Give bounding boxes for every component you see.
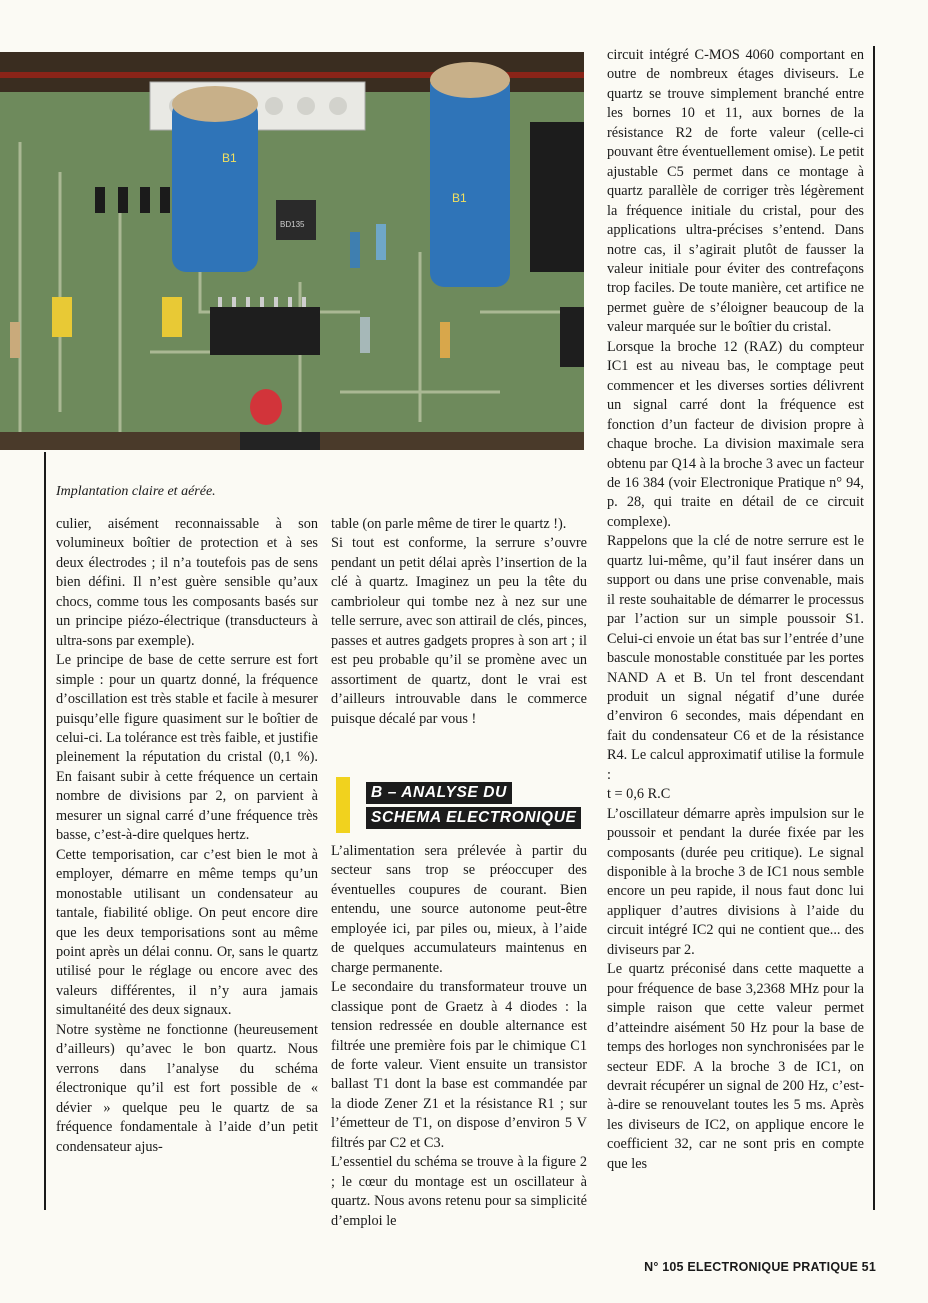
paragraph: Si tout est conforme, la serrure s’ouvre pendant un petit délai après l’insertion de la clé à quartz. Imaginez un peu la tête du cambrioleur qui tombe nez à nez sur une telle serrure, avec son attirail de clés, pinces, passes et autres gadgets propres à son art ; il est peu probable qu’il se promène avec un assortiment de quartz, dont le vrai est d’ailleurs introuvable dans le commerce puisque décalé par vous ! [331, 535, 587, 727]
paragraph: L’alimentation sera prélevée à partir du secteur sans trop se préoccuper des éventuelles coupures de courant. Bien entendu, une source autonome peut-être employée ici, par piles ou, mieux, à l’aide de quelques accumulateurs maintenus en charge permanente. [331, 843, 587, 976]
paragraph: Lorsque la broche 12 (RAZ) du compteur IC1 est au niveau bas, le comptage peut commencer et les diverses sorties délivrent un signal carré dont la fréquence est fonction d’un facteur de division propre à chaque broche. La division maximale sera obtenu par Q14 à la broche 3 avec un facteur de 16 384 (voir Electronique Pratique n° 94, p. 28, qui traite en détail de ce circuit complexe). [607, 338, 864, 530]
column-1 [56, 515, 318, 1157]
transistor-mark: BD135 [280, 220, 305, 229]
heading-line-2: SCHEMA ELECTRONIQUE [366, 807, 581, 829]
paragraph: table (on parle même de tirer le quartz !). [331, 516, 567, 532]
column-1-rule [44, 516, 46, 1210]
paragraph: L’essentiel du schéma se trouve à la figure 2 ; le cœur du montage est un oscillateur à quartz. Nous avons retenu pour sa simplicité d’emploi le [331, 1154, 587, 1229]
paragraph: Le secondaire du transformateur trouve un classique pont de Graetz à 4 diodes : la tension redressée en double alternance est filtrée une première fois par le chimique C1 de forte valeur. Vient ensuite un transistor ballast T1 dont la base est commandée par la diode Zener Z1 et la résistance R1 ; sur l’émetteur de T1, on dispose d’environ 5 V filtrés par C2 et C3. [331, 979, 587, 1151]
circuit-board-illustration [0, 52, 584, 450]
heading-line-1: B – ANALYSE DU [366, 782, 512, 804]
formula: t = 0,6 R.C [607, 786, 671, 803]
paragraph: Notre système ne fonctionne (heureusement d’ailleurs) qu’avec le bon quartz. Nous verrons dans l’analyse du schéma électronique qu’il est fort possible de « dévier » quelque peu le quartz de sa fréquence fondamentale à l’aide d’un petit condensateur ajus- [56, 1021, 318, 1155]
paragraph: Le principe de base de cette serrure est fort simple : pour un quartz donné, la fréquence d’oscillation est très stable et facile à mesurer puisqu’elle figure quasiment sur le boîtier de celui-ci. La tolérance est très faible, et justifie pleinement la réputation du cristal (0,1 %). En faisant subir à cette fréquence un certain nombre de divisions par 2, on parvient à mesurer un signal carré d’une fréquence très basse, c’est-à-dire quelques hertz. [56, 652, 318, 844]
capacitor-2-mark: B1 [452, 191, 467, 205]
section-heading [336, 777, 592, 833]
capacitor-1-mark: B1 [222, 151, 237, 165]
caption-rule [44, 452, 46, 522]
column-2-top [331, 515, 587, 729]
paragraph: Le quartz préconisé dans cette maquette a pour fréquence de base 3,2368 MHz pour la simple raison que cette valeur permet d’atteindre aisément 50 Hz pour la base de temps des horloges non synchronisées par le secteur EDF. A la broche 3 de IC1, on devrait récupérer un signal de 200 Hz, c’est-à-dire se renouvelant toutes les 5 ms. Après les diviseurs de IC2, on applique encore le coefficient 32, car ne sont pris en compte que les [607, 961, 864, 1172]
paragraph: L’oscillateur démarre après impulsion sur le poussoir et pendant la durée fixée par les composants (durée peu critique). Le signal disponible à la broche 3 de IC1 nous semble encore un peu rapide, il nous faut donc lui appliquer d’autres divisions à l’aide du circuit intégré IC2 qui ne contient que... des diviseurs par 2. [607, 805, 864, 958]
page-footer: N° 105 ELECTRONIQUE PRATIQUE 51 [644, 1260, 876, 1274]
paragraph: culier, aisément reconnaissable à son volumineux boîtier de protection et à ses deux électrodes ; il n’a toutefois pas de sens bien défini. Il n’est guère sensible qu’aux chocs, comme tous les composants basés sur un principe piézo-électrique (transducteurs à ultra-sons par exemple). [56, 516, 318, 649]
photo-caption: Implantation claire et aérée. [56, 484, 216, 499]
circuit-board-photo [0, 52, 584, 450]
paragraph: circuit intégré C-MOS 4060 comportant en outre de nombreux étages diviseurs. Le quartz se trouve simplement branché entre les bornes 10 et 11, aux bornes de la résistance R2 de forte valeur (celle-ci pouvant être éventuellement omise). Le petit ajustable C5 permet dans ce montage à quartz parallèle de corriger très légèrement la fréquence initiale du cristal, pour des applications ultra-précises s’entend. Dans notre cas, il s’agirait plutôt de fausser la valeur initiale pour éviter des contrefaçons trop faciles. De toute manière, cet artifice ne permet guère de s’éloigner beaucoup de la valeur marquée sur le boîtier du cristal. [607, 47, 864, 336]
column-3 [607, 46, 864, 1174]
paragraph: Rappelons que la clé de notre serrure est le quartz lui-même, qu’il faut insérer dans un support ou dans une prise convenable, mais il reste souhaitable de démarrer le processus par l’action sur un simple poussoir S1. Celui-ci envoie un état bas sur l’entrée d’une bascule monostable constituée par les portes NAND A et B. Un tel front descendant produit un signal négatif d’une durée d’environ 6 secondes, mais dépendant en fait du condensateur C6 et de la résistance R4. Le calcul approximatif utilise la formule : [607, 533, 864, 783]
heading-accent-bar [336, 777, 350, 833]
column-3-rule [873, 46, 875, 1210]
column-2-bottom [331, 842, 587, 1231]
paragraph: Cette temporisation, car c’est bien le mot à employer, démarre en même temps qu’un monostable utilisant un condensateur au tantale, fiabilité oblige. On peut encore dire que les deux temporisations sont au même point après un délai connu. Or, sans le quartz utilisé pour le réglage ou encore avec des valeurs différentes, il n’y aura jamais simultanéité des deux signaux. [56, 846, 318, 1019]
